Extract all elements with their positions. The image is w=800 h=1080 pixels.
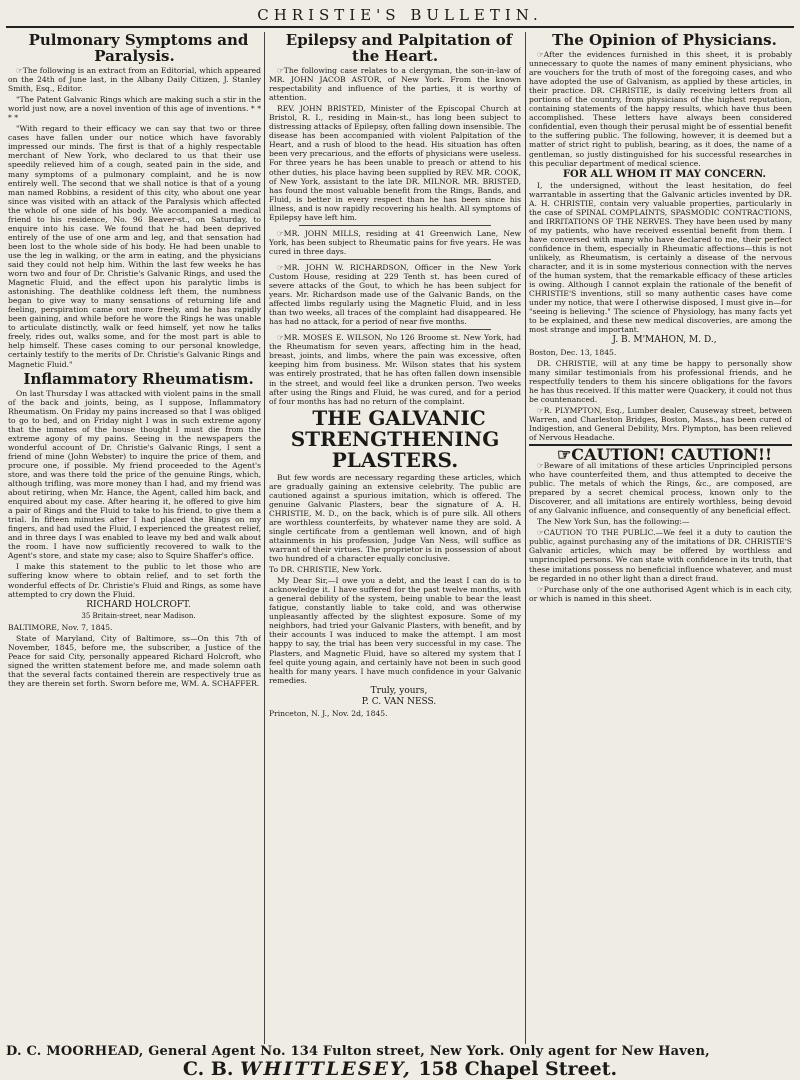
dateline: BALTIMORE, Nov. 7, 1845. [8, 622, 113, 632]
epilepsy-paragraph: ☞The following case relates to a clergyman, the son-in-law of MR. JOHN JACOB ASTOR, of New York. From the known respectability and influence of the parties, it is worthy of attention. [269, 66, 521, 103]
letter-signer: P. C. VAN NESS. [361, 696, 437, 707]
column-3 [529, 32, 792, 1044]
column-1 [8, 32, 261, 1044]
physicians-letter: I, the undersigned, without the least hesitation, do feel warrantable in asserting that the Galvanic articles invented by DR. A. H. CHRISTIE, contain very valuable properties, particularly in the case of SPINAL COMPLAINTS, SPASMODIC CONTRACTIONS, and IRRITATIONS OF THE NERVES. They have been used by many of my patients, who have received essential benefit from them. I have conversed with many who have declared to me, their perfect confidence in them, especially in Rheumatic affections—this is not unlikely, as Rheumatism, is certainly a disease of the nervous character, and it is in some mysterious connection with the nerves of the human system, that the remarkable efficacy of these articles is owing. Although I cannot explain the rationale of the benefit of CHRISTIE'S inventions, still so many authentic cases have come under my notice, that were I otherwise disposed, I must give in—for "seeing is believing." The science of Physiology, has many facts yet to be explained, and these new medical discoveries, are among the most strange and important. [529, 180, 792, 335]
footer-initials: C. B. [182, 1058, 241, 1080]
plasters-heading: THE GALVANIC STRENGTHENING PLASTERS. [290, 405, 500, 472]
caution-paragraph: ☞Beware of all imitations of these articles Unprincipled persons who have counterfeited them, and thus attempted to deceive the public. The metals of which the Rings, &c., are composed, are prepared by a secret chemical process, known only to the Discoverer, and all imitations are entirely worthless, being devoid of any Galvanic influence, and consequently of any beneficial effect. [529, 461, 792, 516]
caution-heading: ☞CAUTION! CAUTION!! [529, 444, 792, 459]
pulmonary-paragraph: "With regard to their efficacy we can say that two or three cases have fallen under our notice which have favorably impressed our minds. The first is that of a highly respectable merchant of New York, who declared to us that their use speedily relieved him of a cough, seated pain in the side, and many symptoms of a pulmonary complaint, and he is now entirely well. The second that we shall notice is that of a young man named Robbins, a resident of this city, who about one year since was visited with an attack of the Paralysis which affected the whole of one side of his body. We accompanied a medical friend to his residence, No. 96 Beaver-st., on Saturday, to enquire into his case. We found that he had been deprived entirely of the use of one arm and leg, and that sensation had been lost to the whole side of his body. He had been unable to use the leg in walking, or the arm in eating, and the physicians said they could not help him. Within the last few weeks he has worn two and four of Dr. Christie's Galvanic Rings, and used the Magnetic Fluid, and the effect upon his paralytic limbs is astonishing. The deathlike coldness left them, the numbness began to give way to many sensations of returning life and feeling, perspiration came out more freely, and he has rapidly been gaining, and while before he wore the Rings he was unable to articulate distinctly, walk or feed himself, yet now he talks freely, rides out, walks some, and for the most part is able to help himself. These cases coming to our personal knowledge, certainly testify to the merits of Dr. Christie's Galvanic Rings and Magnetic Fluid." [8, 124, 261, 369]
rheumatism-paragraph: On last Thursday I was attacked with violent pains in the small of the back and joints, being, as I suppose, Inflammatory Rheumatism. On Friday my pains increased so that I was obliged to go to bed, and on Friday night I was in such extreme agony that the inmates of the house thought I must die from the extreme agony of my pains. Seeing in the newspapers the wonderful account of Dr. Christie's Galvanic Rings, I sent a friend of mine (John Webster) to inquire the price of them, and procure one, if possible. My friend proceeded to the Agent's store, and was there told the price of the genuine Rings, which, although trifling, was more money than I had, and my friend was about retiring, when Mr. Hance, the Agent, called him back, and enquired about my case. After hearing it, he offered to give him a pair of Rings and the Fluid to take to his friend, to give them a trial. In fifteen minutes after I had placed the Rings on my fingers, and had used the Fluid, I experienced the greatest relief, and in three days I was enabled to leave my bed and walk about the room. I have now sufficiently recovered to walk to the Agent's store, and state my case; also to Squire Shaffer's office. [8, 388, 261, 561]
divider [299, 259, 491, 260]
rheumatism-paragraph: I make this statement to the public to let those who are suffering know where to obtain relief, and to set forth the wonderful effects of Dr. Christie's Fluid and Rings, as some have attempted to cry down the Fluid. [8, 562, 261, 599]
footer-agent-line: D. C. MOORHEAD, General Agent No. 134 Fulton street, New York. Only agent for New Haven, [6, 1044, 710, 1059]
plasters-paragraph: But few words are necessary regarding these articles, which are gradually gaining an extensive celebrity. The public are cautioned against a spurious imitation, which is offered. The genuine Galvanic Plasters, bear the signature of A. H. CHRISTIE, M. D., on the back, which is of pure silk. All others are worthless counterfeits, by whatever name they are sold. A single certificate from a gentleman well known, and of high attainments in his profession, Judge Van Ness, will suffice as warrant of their virtues. The proprietor is in possession of about two hundred of a character equally conclusive. [269, 472, 521, 564]
testimonial-paragraph: ☞MR. MOSES E. WILSON, No 126 Broome st. New York, had the Rheumatism for seven years, affecting him in the head, breast, joints, and limbs, where the pain was excessive, often keeping him from business. Mr. Wilson states that his system was entirely prostrated, that he has often fallen down insensible in the street, and would feel like a drunken person. Two weeks after using the Rings and Fluid, he was cured, and for a period of four months has had no return of the complaint. [269, 333, 521, 406]
caution-paragraph: The New York Sun, has the following:— [537, 517, 690, 527]
signature-address: 35 Britain-street, near Madison. [81, 611, 196, 620]
footer-agent-name [6, 1058, 794, 1080]
physician-signature: J. B. M'MAHON, M. D., [612, 335, 717, 346]
pulmonary-intro: ☞The following is an extract from an Editorial, which appeared on the 24th of June last, in the Albany Daily Citizen, J. Stanley Smith, Esq., Editor. [8, 66, 261, 94]
letter-closing: Truly, yours, [370, 685, 428, 696]
epilepsy-paragraph: REV. JOHN BRISTED, Minister of the Episcopal Church at Bristol, R. I., residing in Main-st., has long been subject to distressing attacks of Epilepsy, often falling down insensible. The disease has been accompanied with violent Palpitation of the Heart, and a rush of blood to the head. His situation has often been very precarious, and the efforts of physicians were useless. For three years he has been unable to preach or attend to his other duties, his place having been supplied by REV. MR. COOK, of New York, assistant to the late DR. MILNOR. MR. BRISTED, has found the most valuable benefit from the Rings, Bands, and Fluid, is better in every respect than he has been since his illness, and is now rapidly recovering his health. All symptoms of Epilepsy have left him. [269, 104, 521, 222]
pulmonary-paragraph: "The Patent Galvanic Rings which are making such a stir in the world just now, are a novel invention of this age of inventions. * * * * [8, 95, 261, 123]
physicians-paragraph: ☞After the evidences furnished in this sheet, it is probably unnecessary to quote the names of many eminent physicians, who are vouchers for the truth of most of the foregoing cases, and who have adopted the use of Galvanism, as applied by these articles, in their practice. DR. CHRISTIE, is daily receiving letters from all portions of the country, from physicians of the highest reputation, containing statements of the happy results, which have thus been accomplished. These letters have always been considered confidential, even though their perusal might be of essential benefit to the suffering public. The following, however, it is deemed but a matter of strict right to publish, bearing, as it does, the name of a gentleman, so justly distinguished for his successful researches in this peculiar department of medical science. [529, 50, 792, 168]
caution-paragraph: ☞Purchase only of the one authorised Agent which is in each city, or which is named in this sheet. [529, 584, 792, 603]
footer-address: 158 Chapel Street. [411, 1058, 618, 1080]
letter-salutation: To DR. CHRISTIE, New York. [269, 565, 382, 575]
rheumatism-heading: Inflammatory Rheumatism. [23, 369, 254, 388]
pulmonary-heading: Pulmonary Symptoms and Paralysis. [28, 32, 249, 65]
column-2 [269, 32, 521, 1044]
masthead: CHRISTIE'S BULLETIN. [257, 6, 543, 24]
testimonial-paragraph: ☞MR. JOHN MILLS, residing at 41 Greenwich Lane, New York, has been subject to Rheumatic pains for five years. He was cured in three days. [269, 228, 521, 256]
masthead-rule [6, 26, 794, 28]
testimonial-paragraph: ☞R. PLYMPTON, Esq., Lumber dealer, Causeway street, between Warren, and Charleston Bridges, Boston, Mass., has been cured of Indigestion, and General Debility, Mrs. Plympton, has been relieved of Nervous Headache. [529, 405, 792, 442]
physician-place: Boston, Dec. 13, 1845. [529, 347, 617, 357]
caution-paragraph: ☞CAUTION TO THE PUBLIC.—We feel it a duty to caution the public, against purchasing any of the imitations of DR. CHRISTIE'S Galvanic articles, which may be offered by worthless and unprincipled persons. We can state with confidence in its truth, that these imitations possess no beneficial influence whatever, and must be regarded in no other light than a direct fraud. [529, 528, 792, 583]
footer-surname: WHITTLESEY, [240, 1058, 412, 1080]
physicians-paragraph: DR. CHRISTIE, will at any time be happy to personally show many similar testimonials from his professional friends, and he respectfully tenders to them his sincere obligations for the favors he has thus received. If this matter were Quackery, it could not thus be countenanced. [529, 358, 792, 404]
column-divider [525, 32, 526, 1044]
letter-place: Princeton, N. J., Nov. 2d, 1845. [269, 708, 388, 718]
testimonial-paragraph: ☞MR. JOHN W. RICHARDSON, Officer in the New York Custom House, residing at 229 Tenth st. has been cured of severe attacks of the Gout, to which he has been subject for years. Mr. Richardson made use of the Galvanic Bands, on the affected limbs regularly using the Magnetic Fluid, and in less than two weeks, all traces of the complaint had disappeared. He has had no attack, for a period of near five months. [269, 262, 521, 327]
letter-body: My Dear Sir,—I owe you a debt, and the least I can do is to acknowledge it. I have suffered for the past twelve months, with a general debility of the system, being unable to bear the least fatigue, constantly liable to take cold, and was otherwise unpleasantly affected by the slightest exposure. Some of my neighbors, had tried your Galvanic Plasters, with benefit, and by their accounts I was induced to make the attempt. I am most happy to say, the trial has been very successful in my case. The Plasters, and Magnetic Fluid, have so altered my system that I feel quite young again, and certainly have not been in such good health for many years. I have much confidence in your Galvanic remedies. [269, 576, 521, 685]
concern-subheading: FOR ALL WHOM IT MAY CONCERN. [562, 168, 767, 180]
divider [299, 225, 491, 226]
signature-name: RICHARD HOLCROFT. [86, 599, 191, 610]
physicians-heading: The Opinion of Physicians. [552, 32, 777, 49]
epilepsy-heading: Epilepsy and Palpitation of the Heart. [285, 32, 513, 65]
affidavit: State of Maryland, City of Baltimore, ss—On this 7th of November, 1845, before me, the subscriber, a Justice of the Peace for said City, personally appeared Richard Holcroft, who signed the written statement before me, and made solemn oath that the several facts contained therein are respectively true as they are therein set forth. Sworn before me, WM. A. SCHAFFER. [8, 633, 261, 688]
column-divider [264, 32, 265, 1044]
divider [299, 329, 491, 330]
